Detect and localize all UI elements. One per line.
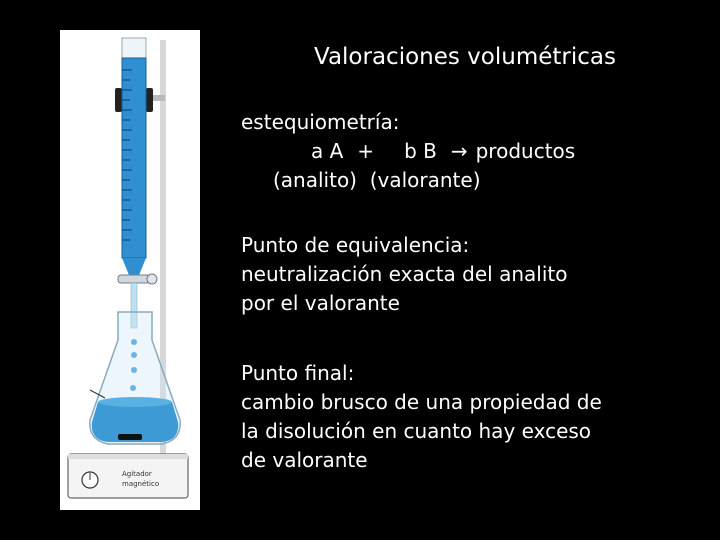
reaction-equation — [241, 137, 575, 166]
equivalence-heading: Punto de equivalencia: — [241, 233, 470, 257]
final-point-line-1: cambio brusco de una propiedad de — [241, 390, 602, 414]
equivalence-line-2: por el valorante — [241, 291, 400, 315]
stir-bar — [118, 434, 142, 440]
stirrer-label-2: magnético — [122, 480, 160, 488]
equivalence-block — [241, 231, 567, 318]
equation-term-b: b B — [404, 139, 437, 163]
final-point-heading: Punto final: — [241, 361, 355, 385]
titration-illustration — [60, 30, 200, 510]
reaction-arrow: → — [450, 139, 468, 163]
stopcock — [118, 275, 150, 283]
final-point-block — [241, 359, 602, 475]
equation-plus: + — [357, 139, 375, 163]
final-point-line-3: de valorante — [241, 448, 368, 472]
analyte-label: (analito) — [273, 168, 357, 192]
burette-clamp-right — [146, 88, 153, 112]
equivalence-line-1: neutralización exacta del analito — [241, 262, 568, 286]
equation-products: productos — [475, 139, 576, 163]
reactant-roles — [241, 166, 575, 195]
slide-title: Valoraciones volumétricas — [314, 44, 616, 70]
burette-top — [122, 38, 146, 58]
burette-liquid — [122, 58, 146, 258]
titrant-label: (valorante) — [369, 168, 481, 192]
stoichiometry-block — [241, 108, 575, 195]
burette-clamp-left — [115, 88, 122, 112]
stoichiometry-heading: estequiometría: — [241, 110, 400, 134]
stirrer-label-1: Agitador — [122, 470, 152, 478]
equation-term-a: a A — [311, 139, 344, 163]
final-point-line-2: la disolución en cuanto hay exceso — [241, 419, 592, 443]
